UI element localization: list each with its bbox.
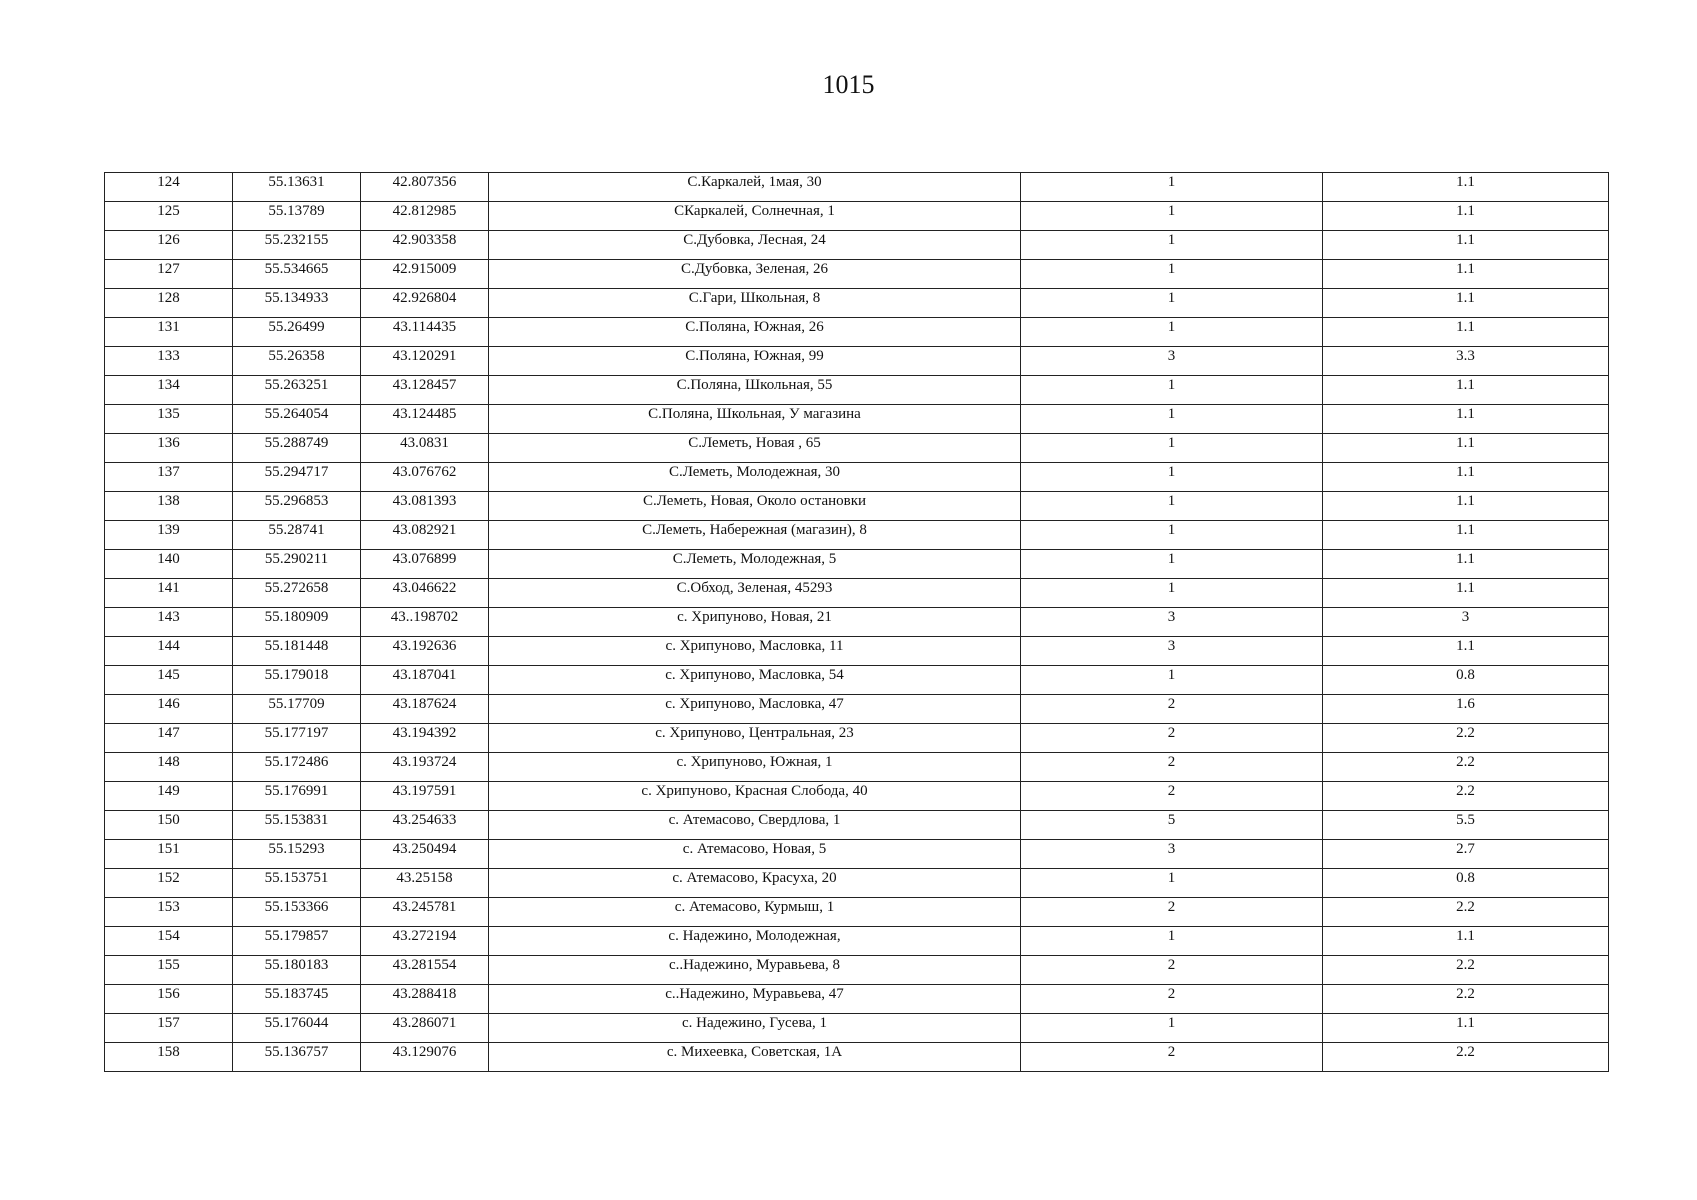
table-row [105,724,1609,753]
row-number-cell: 127 [105,260,233,289]
longitude-cell: 43.187624 [361,695,489,724]
longitude-cell: 43..198702 [361,608,489,637]
longitude-cell: 43.245781 [361,898,489,927]
address-cell: С.Леметь, Молодежная, 30 [489,463,1021,492]
row-number-cell: 141 [105,579,233,608]
container-count-cell: 1 [1021,521,1323,550]
volume-cell: 0.8 [1323,869,1609,898]
container-count-cell: 1 [1021,927,1323,956]
address-cell: с..Надежино, Муравьева, 47 [489,985,1021,1014]
volume-cell: 2.2 [1323,724,1609,753]
table-row [105,173,1609,202]
container-count-cell: 3 [1021,840,1323,869]
latitude-cell: 55.28741 [233,521,361,550]
container-count-cell: 1 [1021,173,1323,202]
volume-cell: 1.1 [1323,231,1609,260]
address-cell: С.Поляна, Школьная, У магазина [489,405,1021,434]
volume-cell: 1.1 [1323,318,1609,347]
row-number-cell: 126 [105,231,233,260]
table-row [105,637,1609,666]
volume-cell: 1.1 [1323,405,1609,434]
container-count-cell: 1 [1021,202,1323,231]
table-row [105,811,1609,840]
address-cell: С.Поляна, Школьная, 55 [489,376,1021,405]
latitude-cell: 55.153831 [233,811,361,840]
latitude-cell: 55.15293 [233,840,361,869]
container-count-cell: 1 [1021,666,1323,695]
container-count-cell: 1 [1021,260,1323,289]
longitude-cell: 43.076762 [361,463,489,492]
row-number-cell: 145 [105,666,233,695]
table-row [105,608,1609,637]
container-count-cell: 2 [1021,898,1323,927]
container-count-cell: 2 [1021,985,1323,1014]
table-row [105,1014,1609,1043]
address-cell: с. Надежино, Гусева, 1 [489,1014,1021,1043]
volume-cell: 1.1 [1323,260,1609,289]
row-number-cell: 134 [105,376,233,405]
longitude-cell: 42.812985 [361,202,489,231]
volume-cell: 1.1 [1323,463,1609,492]
longitude-cell: 43.0831 [361,434,489,463]
volume-cell: 2.2 [1323,956,1609,985]
longitude-cell: 43.128457 [361,376,489,405]
row-number-cell: 137 [105,463,233,492]
address-cell: С.Поляна, Южная, 26 [489,318,1021,347]
table-row [105,782,1609,811]
row-number-cell: 135 [105,405,233,434]
container-count-cell: 1 [1021,550,1323,579]
container-count-cell: 2 [1021,724,1323,753]
container-count-cell: 2 [1021,1043,1323,1072]
row-number-cell: 128 [105,289,233,318]
volume-cell: 1.1 [1323,376,1609,405]
latitude-cell: 55.153751 [233,869,361,898]
latitude-cell: 55.290211 [233,550,361,579]
row-number-cell: 133 [105,347,233,376]
row-number-cell: 149 [105,782,233,811]
volume-cell: 1.6 [1323,695,1609,724]
latitude-cell: 55.288749 [233,434,361,463]
address-cell: с. Михеевка, Советская, 1А [489,1043,1021,1072]
latitude-cell: 55.180183 [233,956,361,985]
volume-cell: 1.1 [1323,434,1609,463]
volume-cell: 1.1 [1323,550,1609,579]
latitude-cell: 55.134933 [233,289,361,318]
volume-cell: 3 [1323,608,1609,637]
row-number-cell: 148 [105,753,233,782]
row-number-cell: 157 [105,1014,233,1043]
row-number-cell: 153 [105,898,233,927]
address-cell: с. Атемасово, Новая, 5 [489,840,1021,869]
latitude-cell: 55.296853 [233,492,361,521]
latitude-cell: 55.17709 [233,695,361,724]
latitude-cell: 55.13631 [233,173,361,202]
longitude-cell: 43.114435 [361,318,489,347]
row-number-cell: 147 [105,724,233,753]
row-number-cell: 140 [105,550,233,579]
data-table [104,172,1609,1072]
table-row [105,405,1609,434]
volume-cell: 1.1 [1323,173,1609,202]
longitude-cell: 43.129076 [361,1043,489,1072]
address-cell: с. Надежино, Молодежная, [489,927,1021,956]
row-number-cell: 125 [105,202,233,231]
row-number-cell: 144 [105,637,233,666]
latitude-cell: 55.26358 [233,347,361,376]
longitude-cell: 43.124485 [361,405,489,434]
table-row [105,202,1609,231]
latitude-cell: 55.153366 [233,898,361,927]
table-row [105,231,1609,260]
longitude-cell: 43.120291 [361,347,489,376]
longitude-cell: 43.281554 [361,956,489,985]
latitude-cell: 55.179018 [233,666,361,695]
volume-cell: 3.3 [1323,347,1609,376]
latitude-cell: 55.136757 [233,1043,361,1072]
volume-cell: 1.1 [1323,202,1609,231]
row-number-cell: 146 [105,695,233,724]
address-cell: с. Хрипуново, Масловка, 47 [489,695,1021,724]
table-row [105,434,1609,463]
address-cell: С.Леметь, Новая, Около остановки [489,492,1021,521]
latitude-cell: 55.181448 [233,637,361,666]
address-cell: с. Хрипуново, Центральная, 23 [489,724,1021,753]
volume-cell: 2.2 [1323,753,1609,782]
container-count-cell: 5 [1021,811,1323,840]
longitude-cell: 43.25158 [361,869,489,898]
latitude-cell: 55.232155 [233,231,361,260]
table-row [105,376,1609,405]
volume-cell: 2.2 [1323,985,1609,1014]
table-row [105,695,1609,724]
volume-cell: 1.1 [1323,579,1609,608]
longitude-cell: 43.081393 [361,492,489,521]
container-count-cell: 1 [1021,289,1323,318]
row-number-cell: 143 [105,608,233,637]
table-row [105,898,1609,927]
address-cell: С.Поляна, Южная, 99 [489,347,1021,376]
container-count-cell: 2 [1021,956,1323,985]
container-count-cell: 2 [1021,782,1323,811]
container-count-cell: 1 [1021,231,1323,260]
volume-cell: 5.5 [1323,811,1609,840]
address-cell: с. Атемасово, Курмыш, 1 [489,898,1021,927]
row-number-cell: 138 [105,492,233,521]
volume-cell: 1.1 [1323,521,1609,550]
row-number-cell: 150 [105,811,233,840]
table-row [105,666,1609,695]
volume-cell: 1.1 [1323,927,1609,956]
page-number: 1015 [822,70,875,99]
container-count-cell: 2 [1021,695,1323,724]
row-number-cell: 139 [105,521,233,550]
longitude-cell: 43.193724 [361,753,489,782]
table-row [105,260,1609,289]
table-row [105,318,1609,347]
latitude-cell: 55.263251 [233,376,361,405]
address-cell: С.Дубовка, Зеленая, 26 [489,260,1021,289]
latitude-cell: 55.264054 [233,405,361,434]
address-cell: с..Надежино, Муравьева, 8 [489,956,1021,985]
table-row [105,289,1609,318]
address-cell: с. Атемасово, Красуха, 20 [489,869,1021,898]
container-count-cell: 3 [1021,637,1323,666]
table-row [105,753,1609,782]
container-count-cell: 1 [1021,579,1323,608]
volume-cell: 1.1 [1323,492,1609,521]
longitude-cell: 43.082921 [361,521,489,550]
latitude-cell: 55.294717 [233,463,361,492]
table-row [105,463,1609,492]
container-count-cell: 1 [1021,376,1323,405]
table-row [105,927,1609,956]
address-cell: СКаркалей, Солнечная, 1 [489,202,1021,231]
volume-cell: 1.1 [1323,289,1609,318]
longitude-cell: 42.926804 [361,289,489,318]
address-cell: С.Леметь, Новая , 65 [489,434,1021,463]
row-number-cell: 131 [105,318,233,347]
address-cell: с. Хрипуново, Масловка, 54 [489,666,1021,695]
table-row [105,347,1609,376]
longitude-cell: 42.915009 [361,260,489,289]
longitude-cell: 43.254633 [361,811,489,840]
address-cell: С.Леметь, Молодежная, 5 [489,550,1021,579]
address-cell: С.Гари, Школьная, 8 [489,289,1021,318]
address-cell: С.Обход, Зеленая, 45293 [489,579,1021,608]
longitude-cell: 43.194392 [361,724,489,753]
row-number-cell: 152 [105,869,233,898]
longitude-cell: 42.807356 [361,173,489,202]
container-count-cell: 1 [1021,434,1323,463]
address-cell: с. Хрипуново, Масловка, 11 [489,637,1021,666]
container-count-cell: 1 [1021,463,1323,492]
container-count-cell: 1 [1021,869,1323,898]
address-cell: с. Хрипуново, Новая, 21 [489,608,1021,637]
longitude-cell: 43.046622 [361,579,489,608]
latitude-cell: 55.13789 [233,202,361,231]
row-number-cell: 151 [105,840,233,869]
address-cell: С.Дубовка, Лесная, 24 [489,231,1021,260]
latitude-cell: 55.272658 [233,579,361,608]
table-row [105,840,1609,869]
latitude-cell: 55.26499 [233,318,361,347]
longitude-cell: 43.197591 [361,782,489,811]
container-count-cell: 1 [1021,405,1323,434]
latitude-cell: 55.176991 [233,782,361,811]
row-number-cell: 156 [105,985,233,1014]
latitude-cell: 55.172486 [233,753,361,782]
volume-cell: 0.8 [1323,666,1609,695]
container-count-cell: 3 [1021,608,1323,637]
container-count-cell: 2 [1021,753,1323,782]
table-row [105,1043,1609,1072]
longitude-cell: 43.272194 [361,927,489,956]
volume-cell: 2.2 [1323,782,1609,811]
container-count-cell: 1 [1021,318,1323,347]
volume-cell: 1.1 [1323,637,1609,666]
table-row [105,492,1609,521]
address-cell: с. Атемасово, Свердлова, 1 [489,811,1021,840]
table-row [105,956,1609,985]
longitude-cell: 43.076899 [361,550,489,579]
longitude-cell: 43.187041 [361,666,489,695]
latitude-cell: 55.179857 [233,927,361,956]
table-row [105,550,1609,579]
row-number-cell: 158 [105,1043,233,1072]
table-row [105,579,1609,608]
row-number-cell: 155 [105,956,233,985]
container-count-cell: 3 [1021,347,1323,376]
longitude-cell: 43.192636 [361,637,489,666]
volume-cell: 2.7 [1323,840,1609,869]
latitude-cell: 55.183745 [233,985,361,1014]
table-row [105,521,1609,550]
address-cell: С.Каркалей, 1мая, 30 [489,173,1021,202]
container-count-cell: 1 [1021,1014,1323,1043]
row-number-cell: 154 [105,927,233,956]
longitude-cell: 42.903358 [361,231,489,260]
address-cell: С.Леметь, Набережная (магазин), 8 [489,521,1021,550]
table-row [105,869,1609,898]
longitude-cell: 43.288418 [361,985,489,1014]
latitude-cell: 55.534665 [233,260,361,289]
latitude-cell: 55.177197 [233,724,361,753]
latitude-cell: 55.180909 [233,608,361,637]
latitude-cell: 55.176044 [233,1014,361,1043]
volume-cell: 2.2 [1323,898,1609,927]
address-cell: с. Хрипуново, Южная, 1 [489,753,1021,782]
volume-cell: 1.1 [1323,1014,1609,1043]
longitude-cell: 43.250494 [361,840,489,869]
longitude-cell: 43.286071 [361,1014,489,1043]
table-body [105,173,1609,1072]
address-cell: с. Хрипуново, Красная Слобода, 40 [489,782,1021,811]
row-number-cell: 136 [105,434,233,463]
row-number-cell: 124 [105,173,233,202]
volume-cell: 2.2 [1323,1043,1609,1072]
table-row [105,985,1609,1014]
container-count-cell: 1 [1021,492,1323,521]
